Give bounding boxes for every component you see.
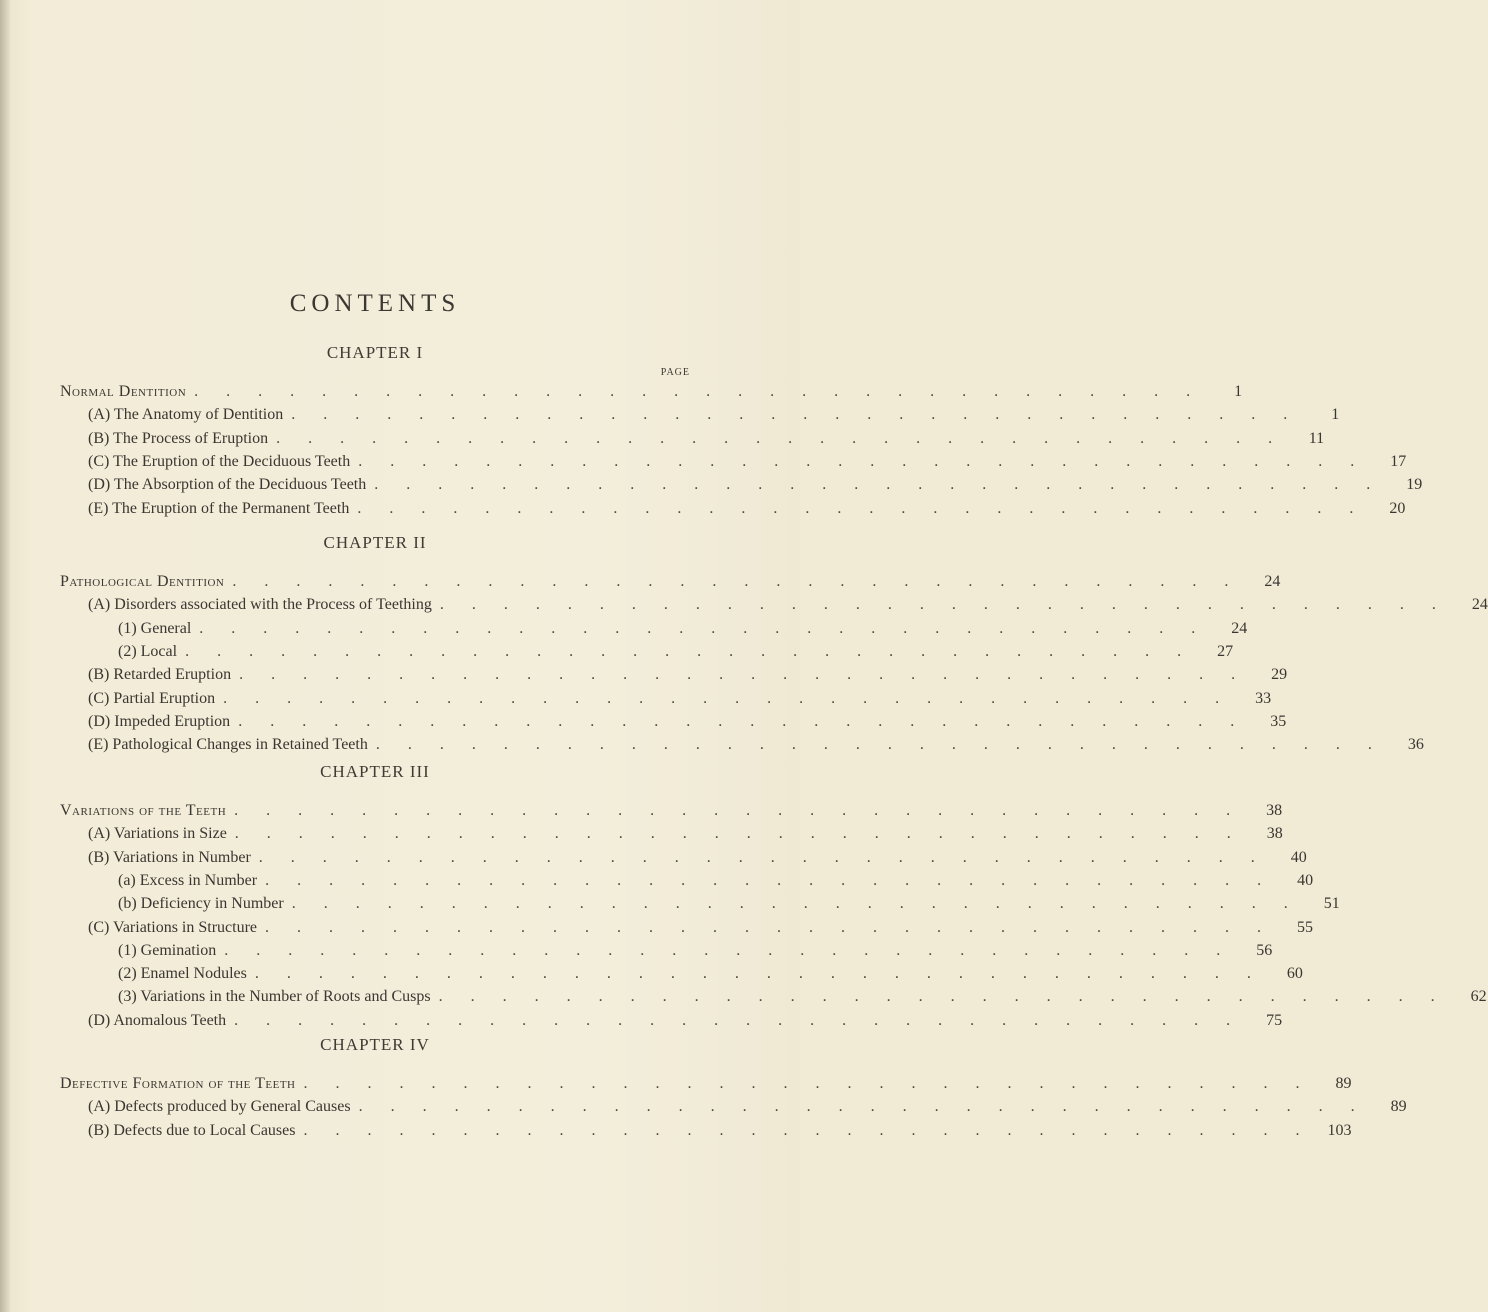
toc-section-row <box>60 802 1283 824</box>
chapter-heading: CHAPTER IV <box>320 1035 430 1054</box>
toc-page-number: 20 <box>1389 499 1406 517</box>
page-title: CONTENTS <box>289 290 461 317</box>
toc-entry-label: (1) General <box>118 619 192 637</box>
toc-entry-label: (b) Deficiency in Number <box>118 895 284 913</box>
toc-page-number: 75 <box>1266 1011 1283 1029</box>
toc-entry-row <box>60 712 1287 735</box>
toc-entry-label: (1) Gemination <box>118 941 217 959</box>
toc-page-number: 40 <box>1297 871 1314 889</box>
toc-section-row <box>60 383 1243 405</box>
toc-entry-row <box>60 895 1340 917</box>
leader-dots: . . . . . . . . . . . . . . . . . . . . . . . . . . . . . . . . <box>234 802 1243 819</box>
leader-dots: . . . . . . . . . . . . . . . . . . . . . . . . . . . . . . . . <box>291 895 1300 913</box>
toc-entry-row <box>60 642 1234 665</box>
toc-entry-label: (C) Variations in Structure <box>88 918 258 936</box>
toc-entry-label: Normal Dentition <box>60 383 187 400</box>
leader-dots: . . . . . . . . . . . . . . . . . . . . . . . . . . . . . . . . <box>358 1098 1367 1116</box>
toc-page-number: 55 <box>1297 918 1314 936</box>
toc-entry-label: (A) The Anatomy of Dentition <box>88 406 284 424</box>
toc-entry-label: (B) Retarded Eruption <box>88 666 232 684</box>
toc-entry-row <box>60 689 1272 712</box>
toc-page-number: 33 <box>1255 689 1272 707</box>
leader-dots: . . . . . . . . . . . . . . . . . . . . . . . . . . . . . . . . <box>439 596 1448 614</box>
toc-page-number: 17 <box>1390 452 1407 470</box>
leader-dots: . . . . . . . . . . . . . . . . . . . . . . . . . . . . . . . . <box>234 1011 1243 1029</box>
toc-page-number: 89 <box>1390 1098 1407 1116</box>
toc-page-number: 24 <box>1471 596 1488 614</box>
toc-page-number: 29 <box>1271 666 1288 684</box>
toc-entry-label: (E) Pathological Changes in Retained Teeth <box>88 736 368 754</box>
leader-dots: . . . . . . . . . . . . . . . . . . . . . . . . . . . . . . . . <box>358 452 1367 470</box>
toc-page-number: 40 <box>1290 848 1307 866</box>
toc-page-number: 24 <box>1231 619 1248 637</box>
toc-entry-label: (2) Local <box>118 642 178 660</box>
toc-entry-label: (B) Defects due to Local Causes <box>88 1121 296 1139</box>
toc-page-number: 19 <box>1406 476 1423 494</box>
toc-page-number: 35 <box>1270 712 1287 730</box>
chapter-heading: CHAPTER II <box>323 533 427 552</box>
toc-entry-row <box>60 1121 1352 1144</box>
toc-entry-row <box>60 941 1273 964</box>
toc-page-number: 11 <box>1308 429 1325 447</box>
toc-page-number: 1 <box>1331 406 1340 424</box>
toc-entry-row <box>60 965 1303 987</box>
toc-entry-row <box>60 736 1424 758</box>
leader-dots: . . . . . . . . . . . . . . . . . . . . . . . . . . . . . . . . <box>265 918 1274 936</box>
leader-dots: . . . . . . . . . . . . . . . . . . . . . . . . . . . . . . . . <box>303 1121 1312 1139</box>
toc-entry-label: (3) Variations in the Number of Roots and Cusps <box>118 988 431 1006</box>
toc-entry-label: (D) Anomalous Teeth <box>88 1011 227 1029</box>
page-column-heading: PAGE <box>660 367 690 378</box>
toc-entry-row <box>60 918 1314 941</box>
toc-entry-label: Defective Formation of the Teeth <box>60 1075 296 1092</box>
toc-entry-row <box>60 406 1340 428</box>
toc-entry-label: (A) Defects produced by General Causes <box>88 1098 351 1116</box>
toc-entry-label: (B) The Process of Eruption <box>88 429 269 447</box>
toc-page-number: 51 <box>1323 895 1340 913</box>
toc-entry-row <box>60 499 1406 522</box>
toc-entry-row <box>60 429 1325 452</box>
toc-entry-label: (A) Disorders associated with the Process of Teething <box>88 596 432 614</box>
leader-dots: . . . . . . . . . . . . . . . . . . . . . . . . . . . . . . . . <box>254 965 1263 983</box>
toc-page-number: 1 <box>1234 383 1243 400</box>
toc-section-row <box>60 573 1281 595</box>
toc-entry-row <box>60 988 1487 1010</box>
toc-page-number: 27 <box>1217 642 1234 660</box>
leader-dots: . . . . . . . . . . . . . . . . . . . . . . . . . . . . . . . . <box>258 848 1267 866</box>
toc-entry-label: (C) Partial Eruption <box>88 689 216 707</box>
leader-dots: . . . . . . . . . . . . . . . . . . . . . . . . . . . . . . . . <box>238 712 1247 730</box>
leader-dots: . . . . . . . . . . . . . . . . . . . . . . . . . . . . . . . . <box>199 619 1208 637</box>
leader-dots: . . . . . . . . . . . . . . . . . . . . . . . . . . . . . . . . <box>223 689 1232 707</box>
leader-dots: . . . . . . . . . . . . . . . . . . . . . . . . . . . . . . . . <box>438 988 1447 1006</box>
toc-entry-row <box>60 452 1407 475</box>
toc-page-number: 103 <box>1327 1121 1352 1139</box>
leader-dots: . . . . . . . . . . . . . . . . . . . . . . . . . . . . . . . . <box>375 736 1384 754</box>
toc-entry-label: (2) Enamel Nodules <box>118 965 247 983</box>
toc-page-number: 60 <box>1286 965 1303 983</box>
toc-entry-label: (C) The Eruption of the Deciduous Teeth <box>88 452 351 470</box>
toc-entry-label: Pathological Dentition <box>60 573 225 590</box>
toc-page-number: 36 <box>1407 736 1424 754</box>
toc-entry-label: (E) The Eruption of the Permanent Teeth <box>88 499 350 517</box>
toc-entry-row <box>60 666 1288 688</box>
chapter-heading: CHAPTER I <box>326 343 424 362</box>
page-spine-shadow <box>0 0 10 1312</box>
toc-page-number: 56 <box>1256 941 1273 959</box>
toc-entry-row <box>60 619 1248 642</box>
toc-entry-row <box>60 848 1307 871</box>
leader-dots: . . . . . . . . . . . . . . . . . . . . . . . . . . . . . . . . <box>276 429 1285 447</box>
leader-dots: . . . . . . . . . . . . . . . . . . . . . . . . . . . . . . . . <box>265 871 1274 889</box>
toc-section-row <box>60 1075 1352 1097</box>
toc-entry-label: (D) The Absorption of the Deciduous Teeth <box>88 476 367 494</box>
toc-entry-row <box>60 1098 1407 1120</box>
toc-page-number: 89 <box>1335 1075 1352 1092</box>
toc-entry-row <box>60 476 1423 498</box>
toc-page-number: 62 <box>1470 988 1487 1006</box>
leader-dots: . . . . . . . . . . . . . . . . . . . . . . . . . . . . . . . . <box>234 825 1243 843</box>
toc-entry-label: (B) Variations in Number <box>88 848 251 866</box>
leader-dots: . . . . . . . . . . . . . . . . . . . . . . . . . . . . . . . . <box>357 499 1366 517</box>
toc-entry-row <box>60 1011 1283 1034</box>
leader-dots: . . . . . . . . . . . . . . . . . . . . . . . . . . . . . . . . <box>291 406 1300 424</box>
toc-entry-label: (A) Variations in Size <box>88 825 227 843</box>
toc-entry-label: Variations of the Teeth <box>60 802 227 819</box>
leader-dots: . . . . . . . . . . . . . . . . . . . . . . . . . . . . . . . . <box>194 383 1203 400</box>
leader-dots: . . . . . . . . . . . . . . . . . . . . . . . . . . . . . . . . <box>303 1075 1312 1092</box>
chapter-heading: CHAPTER III <box>320 762 430 781</box>
leader-dots: . . . . . . . . . . . . . . . . . . . . . . . . . . . . . . . . <box>232 573 1241 590</box>
leader-dots: . . . . . . . . . . . . . . . . . . . . . . . . . . . . . . . . <box>185 642 1194 660</box>
leader-dots: . . . . . . . . . . . . . . . . . . . . . . . . . . . . . . . . <box>224 941 1233 959</box>
toc-entry-row <box>60 871 1314 894</box>
toc-entry-label: (D) Impeded Eruption <box>88 712 231 730</box>
toc-page-number: 24 <box>1264 573 1281 590</box>
toc-page-number: 38 <box>1266 802 1283 819</box>
toc-entry-row <box>60 596 1488 618</box>
toc-entry-label: (a) Excess in Number <box>118 871 258 889</box>
toc-page-number: 38 <box>1266 825 1283 843</box>
toc-entry-row <box>60 825 1283 847</box>
leader-dots: . . . . . . . . . . . . . . . . . . . . . . . . . . . . . . . . <box>239 666 1248 684</box>
leader-dots: . . . . . . . . . . . . . . . . . . . . . . . . . . . . . . . . <box>374 476 1383 494</box>
